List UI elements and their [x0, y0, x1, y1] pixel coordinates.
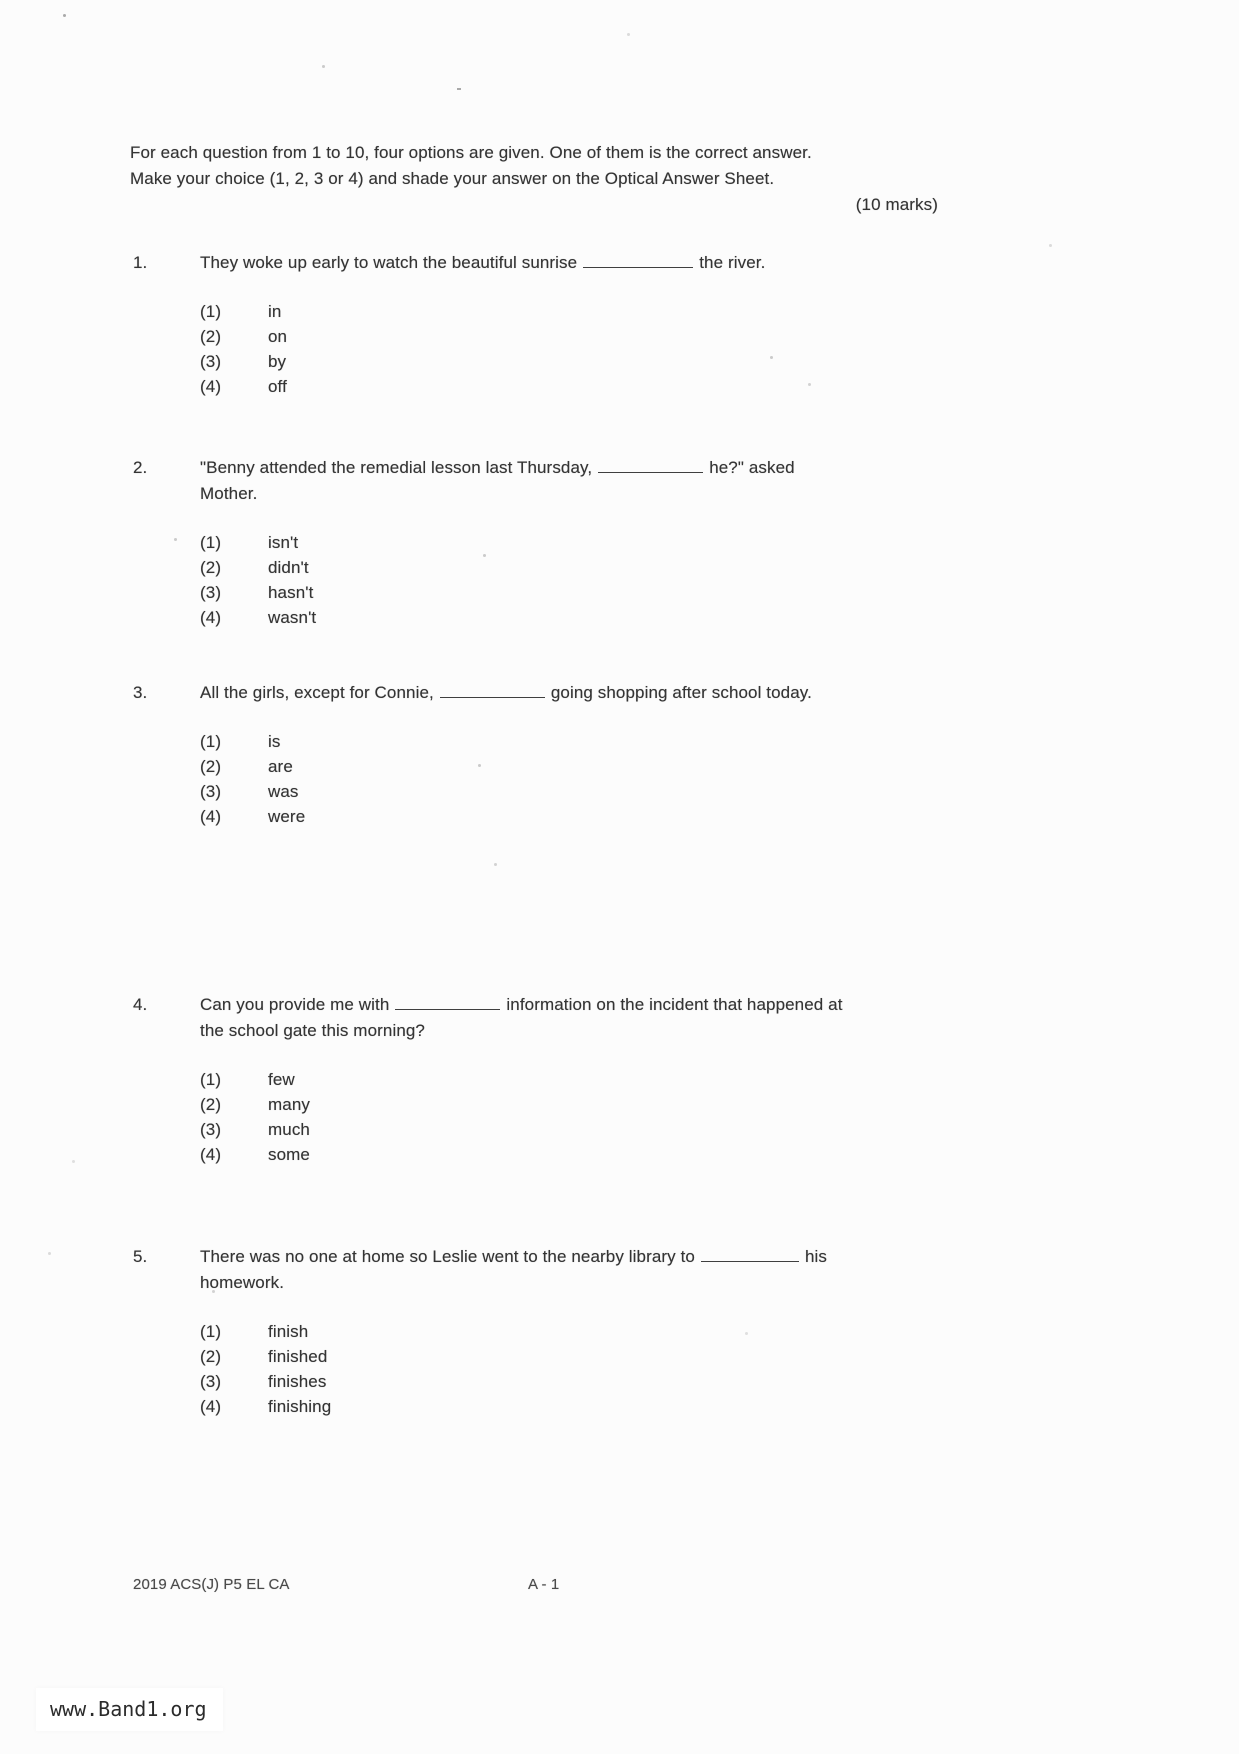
instructions-block [130, 140, 938, 218]
option-2: (2) didn't [200, 558, 309, 577]
footer-page-number: A - 1 [528, 1576, 560, 1593]
question-number: 3. [133, 683, 148, 702]
question-5 [133, 1244, 945, 1419]
option-2: (2) are [200, 757, 293, 776]
options-list [200, 1067, 945, 1167]
options-list [200, 299, 945, 399]
options-list [200, 729, 945, 829]
option-3: (3) finishes [200, 1372, 327, 1391]
question-text-line2: Mother. [200, 484, 258, 503]
footer-paper-code: 2019 ACS(J) P5 EL CA [133, 1576, 290, 1593]
question-number: 1. [133, 253, 148, 272]
question-text-line2: the school gate this morning? [200, 1021, 425, 1040]
answer-blank [395, 995, 500, 1010]
answer-blank [598, 458, 703, 473]
question-text: They woke up early to watch the beautiful sunrise the river. [200, 253, 766, 272]
question-2 [133, 455, 945, 630]
option-4: (4) finishing [200, 1397, 332, 1416]
options-list [200, 1319, 945, 1419]
instructions-line-2: Make your choice (1, 2, 3 or 4) and shade your answer on the Optical Answer Sheet. [130, 169, 775, 188]
question-4 [133, 992, 945, 1167]
option-4: (4) were [200, 807, 306, 826]
option-3: (3) much [200, 1120, 310, 1139]
option-1: (1) few [200, 1070, 295, 1089]
option-4: (4) off [200, 377, 287, 396]
question-number: 2. [133, 458, 148, 477]
answer-blank [583, 253, 693, 268]
option-3: (3) by [200, 352, 287, 371]
option-4: (4) wasn't [200, 608, 317, 627]
answer-blank [440, 683, 545, 698]
option-3: (3) hasn't [200, 583, 314, 602]
question-text: "Benny attended the remedial lesson last Thursday, he?" asked [200, 458, 795, 477]
question-3 [133, 680, 945, 829]
answer-blank [701, 1247, 799, 1262]
option-4: (4) some [200, 1145, 310, 1164]
instructions-line-1: For each question from 1 to 10, four options are given. One of them is the correct answer. [130, 143, 812, 162]
option-1: (1) is [200, 732, 281, 751]
options-list [200, 530, 945, 630]
question-text-line2: homework. [200, 1273, 285, 1292]
question-1 [133, 250, 945, 399]
option-1: (1) isn't [200, 533, 299, 552]
option-3: (3) was [200, 782, 299, 801]
option-2: (2) finished [200, 1347, 328, 1366]
option-1: (1) finish [200, 1322, 309, 1341]
question-text: All the girls, except for Connie, going shopping after school today. [200, 683, 812, 702]
page-footer [133, 1576, 833, 1593]
question-text: Can you provide me with information on the incident that happened at [200, 995, 843, 1014]
option-1: (1) in [200, 302, 282, 321]
option-2: (2) many [200, 1095, 310, 1114]
question-text: There was no one at home so Leslie went to the nearby library to his [200, 1247, 827, 1266]
option-2: (2) on [200, 327, 288, 346]
question-number: 4. [133, 995, 148, 1014]
watermark-label: www.Band1.org [36, 1688, 223, 1731]
marks-label: (10 marks) [855, 195, 938, 214]
question-number: 5. [133, 1247, 148, 1266]
